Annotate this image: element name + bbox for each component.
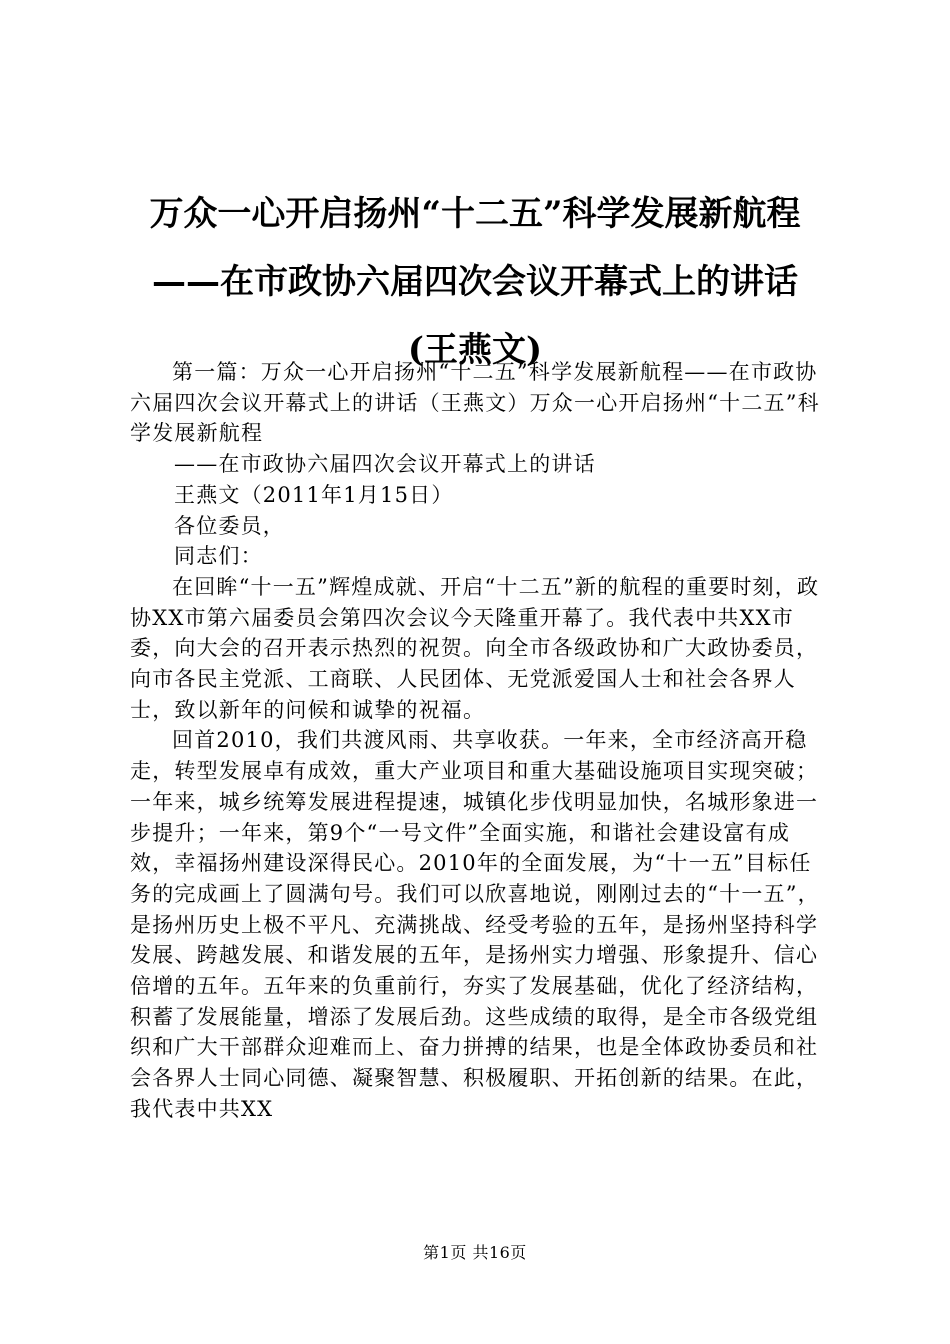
page-footer: 第1页 共16页 bbox=[423, 1243, 527, 1262]
paragraph-opening: 在回眸“十一五”辉煌成就、开启“十二五”新的航程的重要时刻，政协XX市第六届委员会第四次会议今天隆重开幕了。我代表中共XX市委，向大会的召开表示热烈的祝贺。向全市各级政协和广大政协委员，向市各民主党派、工商联、人民团体、无党派爱国人士和社会各界人士，致以新年的问候和诚挚的祝福。 bbox=[130, 574, 820, 722]
document-body bbox=[130, 357, 830, 1125]
paragraph-subtitle: ——在市政协六届四次会议开幕式上的讲话 bbox=[174, 452, 596, 477]
paragraph-review: 回首2010，我们共渡风雨、共享收获。一年来，全市经济高开稳走，转型发展卓有成效，重大产业项目和重大基础设施项目实现突破；一年来，城乡统筹发展进程提速，城镇化步伐明显加快，名城形象进一步提升；一年来，第9个“一号文件”全面实施，和谐社会建设富有成效，幸福扬州建设深得民心。2010年的全面发展，为“十一五”目标任务的完成画上了圆满句号。我们可以欣喜地说，刚刚过去的“十一五”，是扬州历史上极不平凡、充满挑战、经受考验的五年，是扬州坚持科学发展、跨越发展、和谐发展的五年，是扬州实力增强、形象提升、信心倍增的五年。五年来的负重前行，夯实了发展基础，优化了经济结构，积蓄了发展能量，增添了发展后劲。这些成绩的取得，是全市各级党组织和广大干部群众迎难而上、奋力拼搏的结果，也是全体政协委员和社会各界人士同心同德、凝聚智慧、积极履职、开拓创新的结果。在此，我代表中共XX bbox=[130, 728, 820, 1121]
paragraph-chapter-heading: 第一篇：万众一心开启扬州“十二五”科学发展新航程——在市政协六届四次会议开幕式上的讲话（王燕文）万众一心开启扬州“十二五”科学发展新航程 bbox=[130, 360, 820, 446]
paragraph-salutation-members: 各位委员， bbox=[174, 513, 285, 538]
document-title bbox=[100, 180, 850, 384]
paragraph-salutation-comrades: 同志们： bbox=[174, 544, 263, 569]
title-line-author: (王燕文) bbox=[407, 330, 543, 370]
paragraph-author-date: 王燕文（2011年1月15日） bbox=[174, 482, 454, 507]
title-line-main: 万众一心开启扬州“十二五”科学发展新航程 bbox=[149, 194, 801, 234]
title-line-subtitle: ——在市政协六届四次会议开幕式上的讲话 bbox=[152, 262, 798, 302]
